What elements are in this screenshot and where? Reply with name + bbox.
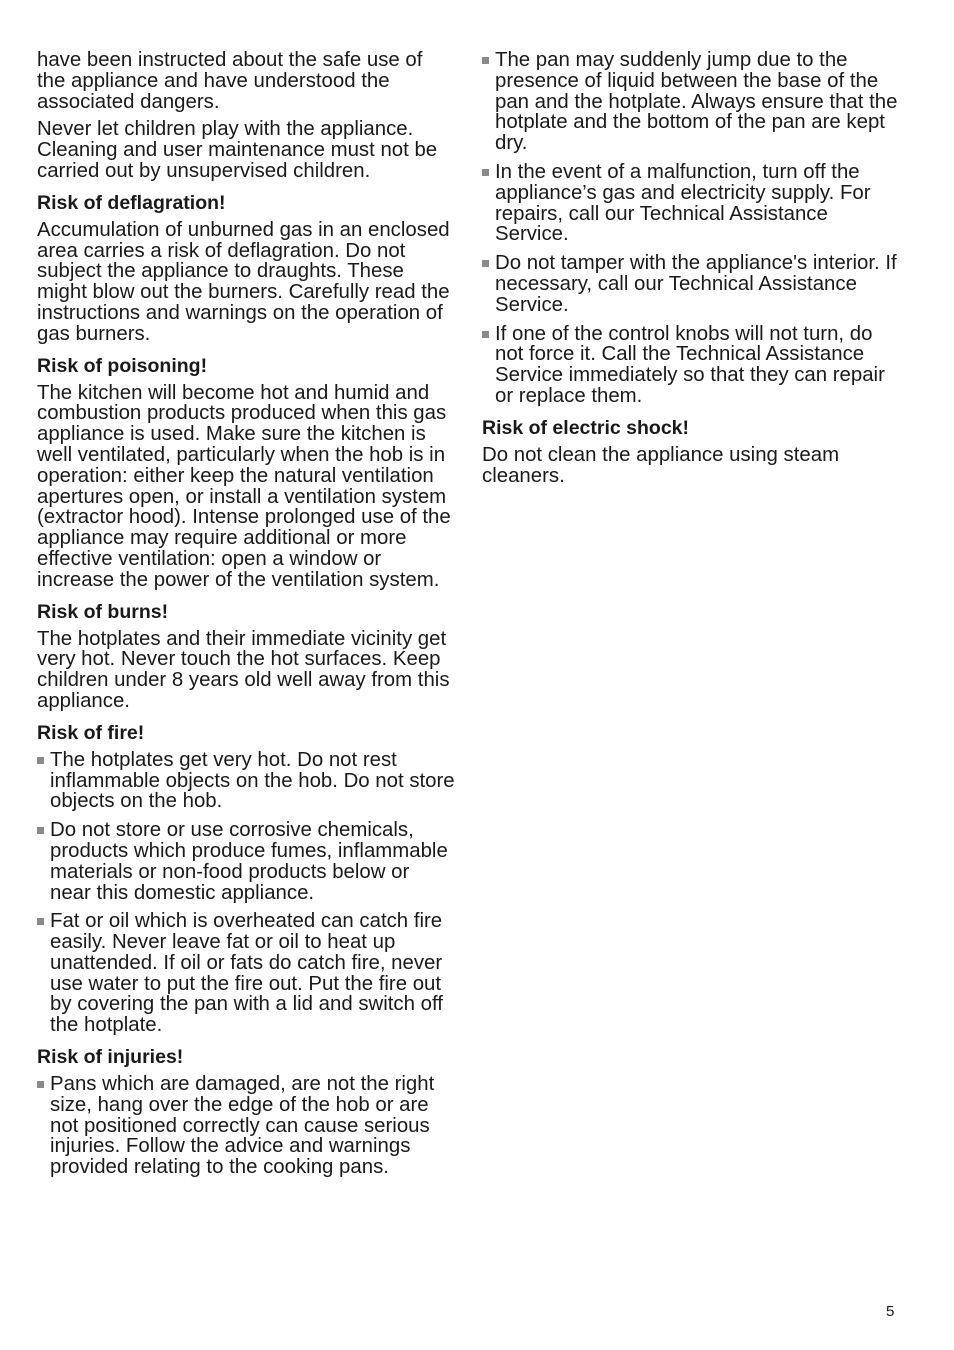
- list-item: Fat or oil which is overheated can catch fire easily. Never leave fat or oil to heat up unattended. If oil or fats do catch fire, never use water to put the fire out. Put the fire out by covering the pan with a lid and switch off the hotplate.: [37, 911, 455, 1036]
- list-item: In the event of a malfunction, turn off the appliance’s gas and electricity supply. For repairs, call our Technical Assistance Service.: [482, 162, 900, 245]
- list-item: Pans which are damaged, are not the right size, hang over the edge of the hob or are not positioned correctly can cause serious injuries. Follow the advice and warnings provided relating to the cooking pans.: [37, 1074, 455, 1178]
- left-column: [37, 50, 455, 1186]
- heading-injuries: Risk of injuries!: [37, 1046, 184, 1069]
- fire-list: [37, 750, 455, 1036]
- intro-paragraph: Never let children play with the appliance. Cleaning and user maintenance must not be carried out by unsupervised children.: [37, 118, 438, 182]
- heading-burns: Risk of burns!: [37, 600, 169, 623]
- right-column: [482, 50, 900, 493]
- heading-electric-shock: Risk of electric shock!: [482, 416, 689, 439]
- list-item: Do not store or use corrosive chemicals, products which produce fumes, inflammable materials or non-food products below or near this domestic appliance.: [37, 820, 455, 903]
- paragraph-deflagration: Accumulation of unburned gas in an enclosed area carries a risk of deflagration. Do not subject the appliance to draughts. These might blow out the burners. Carefully read the instructions and warnings on the operation of gas burners.: [37, 218, 450, 345]
- page-number: 5: [886, 1303, 895, 1320]
- list-item: The hotplates get very hot. Do not rest inflammable objects on the hob. Do not store objects on the hob.: [37, 750, 455, 812]
- intro-paragraph: have been instructed about the safe use of the appliance and have understood the associated dangers.: [37, 49, 423, 113]
- heading-fire: Risk of fire!: [37, 721, 145, 744]
- heading-poisoning: Risk of poisoning!: [37, 354, 208, 377]
- injuries-list: [37, 1074, 455, 1178]
- list-item: Do not tamper with the appliance's interior. If necessary, call our Technical Assistance Service.: [482, 253, 900, 315]
- paragraph-poisoning: The kitchen will become hot and humid and combustion products produced when this gas appliance is used. Make sure the kitchen is well ventilated, particularly when the hob is in operation: either keep the natural ventilation apertures open, or install a ventilation system (extractor hood). Intense prolonged use of the appliance may require additional or more effective ventilation: open a window or increase the power of the ventilation system.: [37, 381, 451, 591]
- list-item: If one of the control knobs will not turn, do not force it. Call the Technical Assistance Service immediately so that they can repair or replace them.: [482, 324, 900, 407]
- list-item: The pan may suddenly jump due to the presence of liquid between the base of the pan and the hotplate. Always ensure that the hotplate and the bottom of the pan are kept dry.: [482, 50, 900, 154]
- paragraph-electric-shock: Do not clean the appliance using steam cleaners.: [482, 443, 840, 487]
- heading-deflagration: Risk of deflagration!: [37, 191, 226, 214]
- paragraph-burns: The hotplates and their immediate vicinity get very hot. Never touch the hot surfaces. Keep children under 8 years old well away from this appliance.: [37, 627, 450, 712]
- injuries-list-continued: [482, 50, 900, 407]
